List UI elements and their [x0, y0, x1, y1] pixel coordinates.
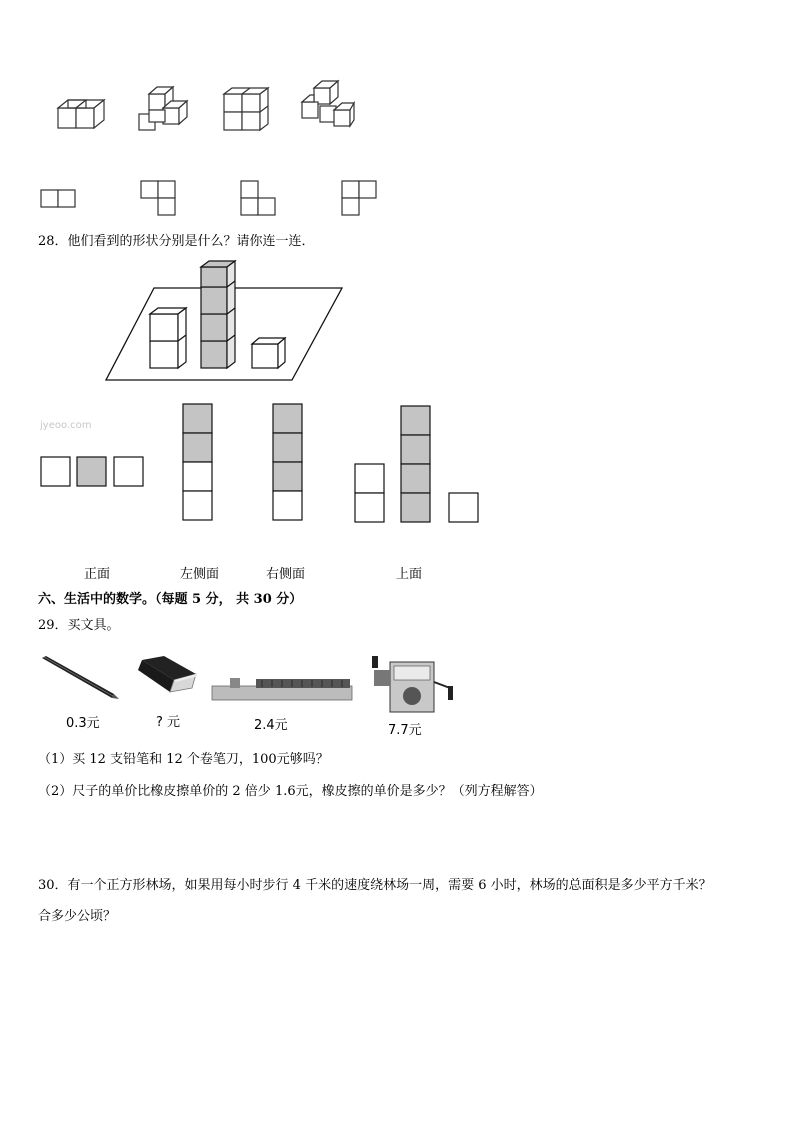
price-sharpener: 7.7元 — [388, 723, 422, 738]
pencil-image — [40, 654, 120, 700]
price-ruler: 2.4元 — [254, 718, 288, 733]
q28-view-shape-b — [182, 403, 214, 523]
q29-prompt: 29．买文具。 — [38, 618, 120, 633]
cube-figure-3 — [222, 86, 270, 134]
cube-figure-4 — [298, 78, 356, 133]
q28-view-shape-c — [272, 403, 304, 523]
view-figure-1 — [40, 189, 76, 209]
price-eraser: ? 元 — [156, 715, 181, 730]
view-figure-3 — [240, 180, 276, 216]
q28-3d-scene — [104, 258, 344, 383]
section-6-title: 六、生活中的数学。（每题 5 分， 共 30 分） — [38, 592, 303, 607]
label-top: 上面 — [396, 567, 423, 582]
label-front: 正面 — [84, 567, 111, 582]
view-figure-4 — [341, 180, 377, 216]
label-right-side: 右侧面 — [266, 567, 306, 582]
q28-prompt: 28．他们看到的形状分别是什么？请你连一连． — [38, 234, 315, 249]
q28-view-shape-d — [354, 405, 480, 525]
watermark: jyeoo.com — [40, 420, 92, 431]
ruler-sharpener-image — [212, 676, 354, 704]
pencil-sharpener-image — [368, 652, 458, 716]
q28-view-shape-a — [40, 456, 146, 488]
cube-figure-2 — [135, 82, 190, 137]
eraser-image — [134, 656, 200, 700]
cube-figure-1 — [50, 90, 110, 135]
view-figure-2 — [140, 180, 176, 216]
label-left-side: 左侧面 — [180, 567, 220, 582]
q30-line2: 合多少公顷？ — [38, 909, 117, 924]
price-pencil: 0.3元 — [66, 716, 100, 731]
q30-line1: 30．有一个正方形林场，如果用每小时步行 4 千米的速度绕林场一周，需要 6 小时，林场的总面积是多少平方千米？ — [38, 878, 712, 893]
q29-sub2: （2）尺子的单价比橡皮擦单价的 2 倍少 1.6元，橡皮擦的单价是多少？（列方程解答） — [38, 784, 543, 799]
q29-sub1: （1）买 12 支铅笔和 12 个卷笔刀，100元够吗？ — [38, 752, 329, 767]
